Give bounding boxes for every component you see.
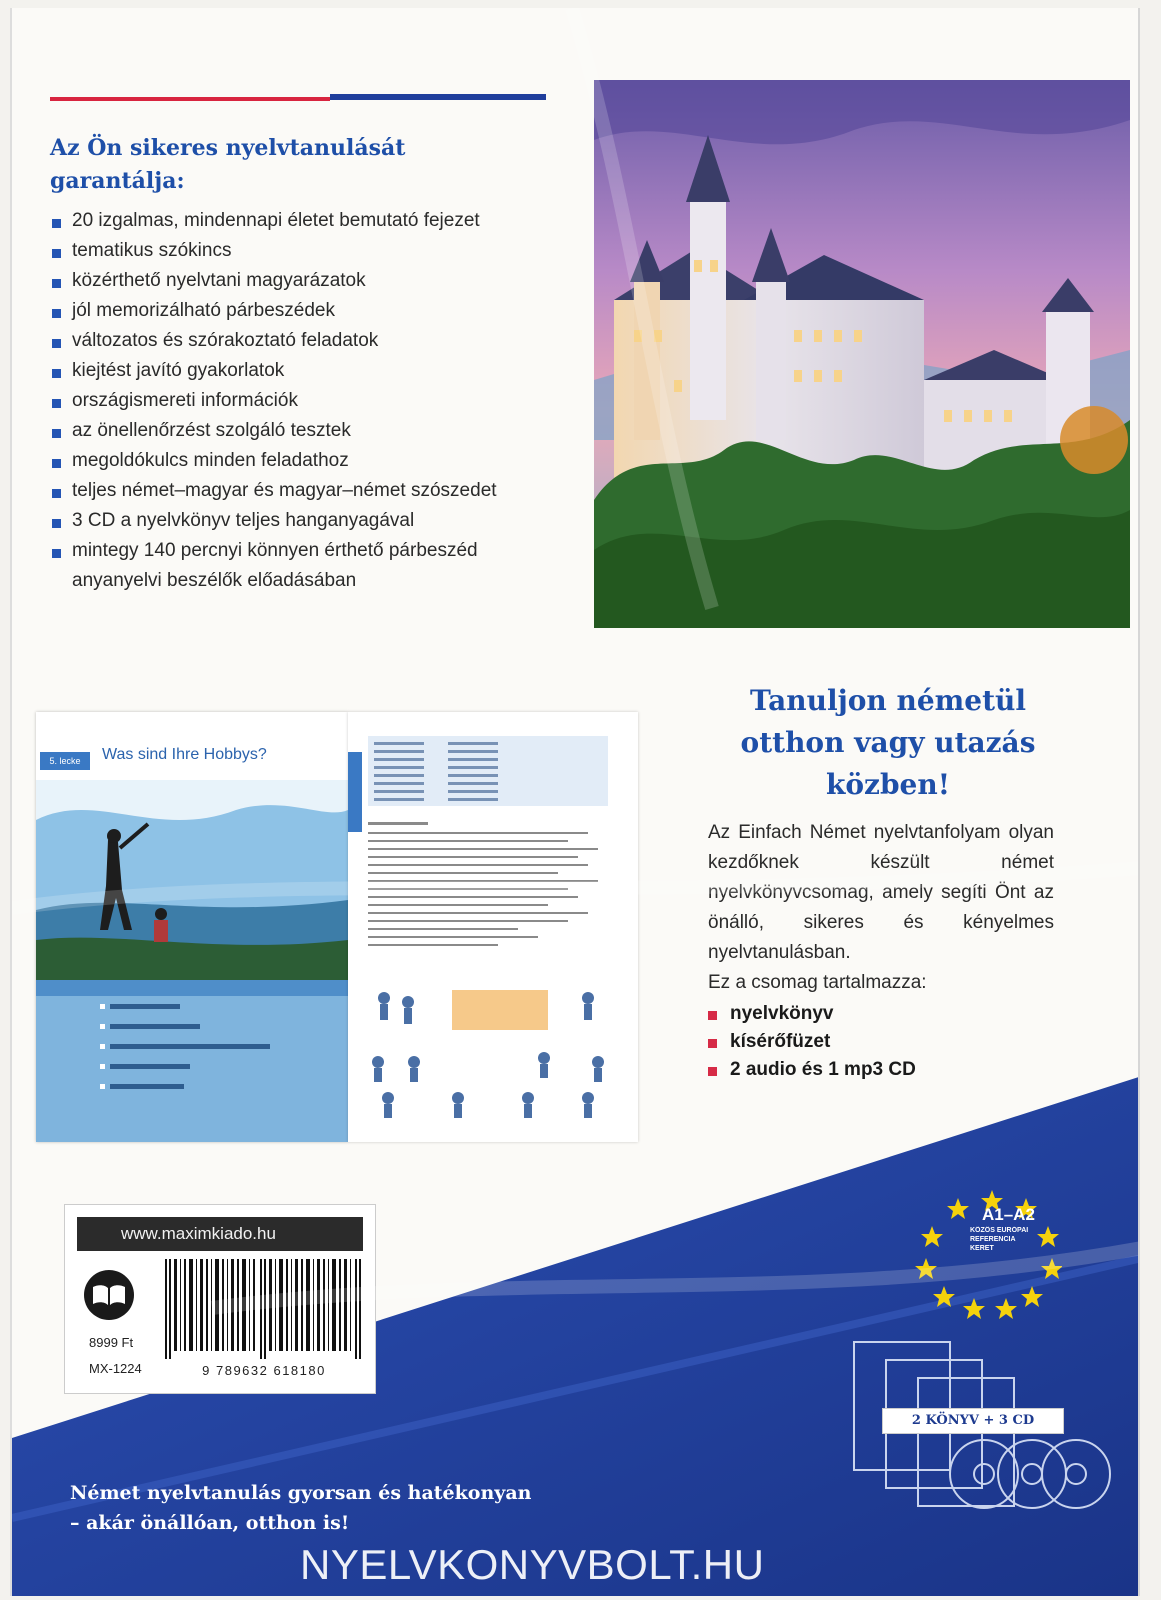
tagline [70,1478,710,1538]
feature-item: változatos és szórakoztató feladatok [52,326,572,356]
contents-item: 2 audio és 1 mp3 CD [708,1056,916,1084]
feature-item: az önellenőrzést szolgáló tesztek [52,416,572,446]
feature-item: 3 CD a nyelvkönyv teljes hanganyagával [52,506,572,536]
feature-item: közérthető nyelvtani magyarázatok [52,266,572,296]
contents-item: nyelvkönyv [708,1000,916,1028]
feature-item: teljes német–magyar és magyar–német szószedet [52,476,572,506]
features-list [52,206,572,596]
castle-photo [594,80,1130,628]
isbn-number: 9 789632 618180 [202,1363,326,1378]
book-back-cover [10,8,1140,1596]
sample-page-left [36,712,348,1142]
contents-item: kísérőfüzet [708,1028,916,1056]
open-book-logo-icon [83,1269,135,1321]
cefr-level: A1–A2 [982,1205,1035,1224]
decorative-stripe [50,94,546,104]
sample-pages [30,698,642,1158]
publisher-url[interactable]: www.maximkiado.hu [77,1217,363,1251]
cefr-level-badge [912,1190,1062,1320]
feature-item: tematikus szókincs [52,236,572,266]
feature-item: jól memorizálható párbeszédek [52,296,572,326]
books-and-cds-icon [852,1340,1112,1530]
product-code: MX-1224 [89,1361,142,1376]
sample-page-right [348,712,638,1142]
package-contents-list [708,1000,916,1084]
isbn-barcode [161,1259,367,1359]
features-headline: Az Ön sikeres nyelvtanulását garantálja: [50,135,406,194]
feature-item: mintegy 140 percnyi könnyen érthető párbeszéd anyanyelvi beszélők előadásában [52,536,572,596]
chapter-tag: 5. lecke [40,752,90,770]
chapter-summary-box [36,980,348,1142]
feature-item: kiejtést javító gyakorlatok [52,356,572,386]
store-watermark: NYELVKONYVBOLT.HU [300,1541,765,1588]
package-label: 2 KÖNYV + 3 CD [882,1408,1064,1434]
price: 8999 Ft [89,1335,134,1350]
hikers-photo [36,780,348,980]
chapter-title: Was sind Ihre Hobbys? [102,746,267,763]
promo-description: Az Einfach Német nyelvtanfolyam olyan kezdőknek készült német nyelvkönyvcsomag, amely segíti Önt az önálló, sikeres és kényelmes nyelvtanulásban. [708,822,1054,963]
feature-item: megoldókulcs minden feladathoz [52,446,572,476]
tagline-line: Német nyelvtanulás gyorsan és hatékonyan [70,1482,532,1504]
tagline-line: – akár önállóan, otthon is! [70,1512,350,1534]
promo-title: Tanuljon németül otthon vagy utazás közben! [740,684,1036,801]
cefr-subtitle: KÖZÖS EURÓPAI REFERENCIA KERET [970,1227,1029,1252]
barcode-card [64,1204,376,1394]
feature-item: országismereti információk [52,386,572,416]
contents-intro: Ez a csomag tartalmazza: [708,972,927,993]
feature-item: 20 izgalmas, mindennapi életet bemutató fejezet [52,206,572,236]
